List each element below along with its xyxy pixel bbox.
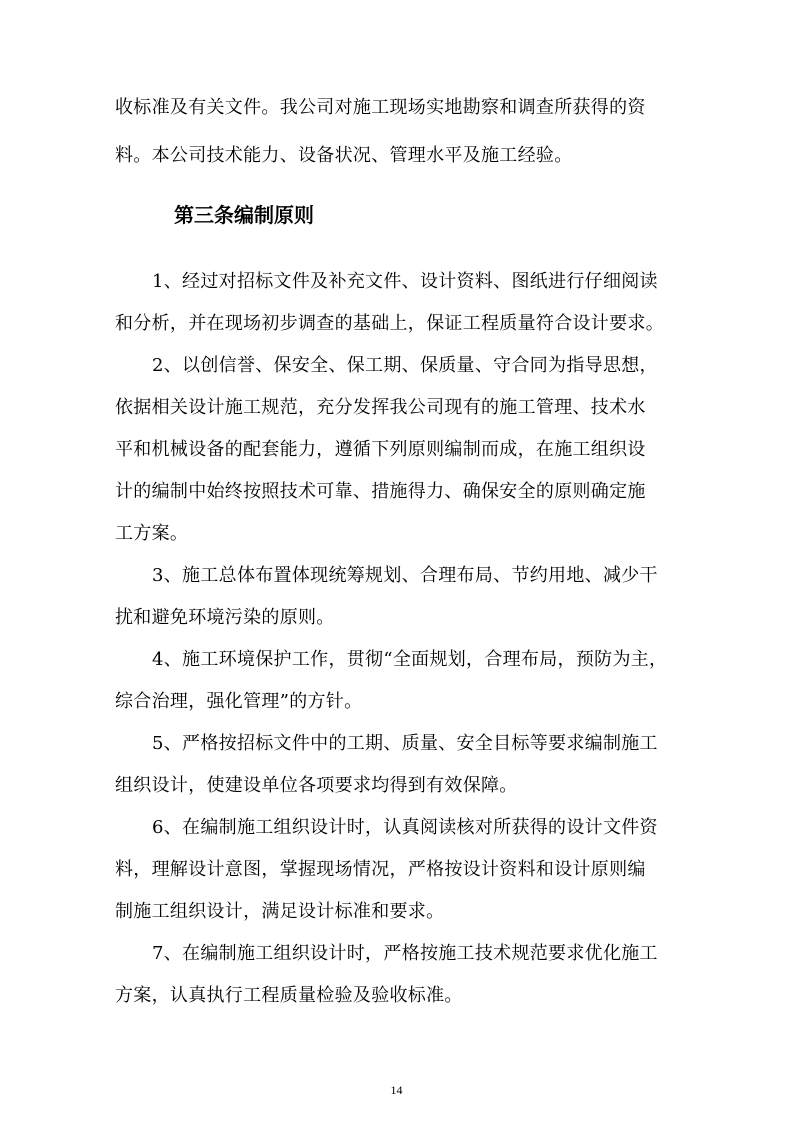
page-number: 14: [390, 1083, 403, 1097]
paragraph-1-line-1: 1、经过对招标文件及补充文件、设计资料、图纸进行仔细阅读: [152, 271, 658, 292]
paragraph-6-line-2: 料，理解设计意图，掌握现场情况，严格按设计资料和设计原则编: [115, 859, 646, 880]
paragraph-6-line-3: 制施工组织设计，满足设计标准和要求。: [115, 901, 445, 922]
paragraph-4-line-2: 综合治理，强化管理”的方针。: [115, 691, 363, 712]
paragraph-1-line-2: 和分析，并在现场初步调查的基础上，保证工程质量符合设计要求。: [115, 313, 664, 334]
paragraph-2-line-4: 计的编制中始终按照技术可靠、措施得力、确保安全的原则确定施: [115, 481, 646, 502]
paragraph-7-line-1: 7、在编制施工组织设计时，严格按施工技术规范要求优化施工: [152, 943, 658, 964]
paragraph-3-line-2: 扰和避免环境污染的原则。: [115, 607, 335, 628]
continuation-line-1: 收标准及有关文件。我公司对施工现场实地勘察和调查所获得的资: [115, 97, 646, 118]
continuation-line-2: 料。本公司技术能力、设备状况、管理水平及施工经验。: [115, 145, 573, 166]
section-heading: 第三条编制原则: [174, 203, 314, 227]
paragraph-5-line-2: 组织设计，使建设单位各项要求均得到有效保障。: [115, 775, 518, 796]
paragraph-2-line-2: 依据相关设计施工规范，充分发挥我公司现有的施工管理、技术水: [115, 397, 646, 418]
paragraph-2-line-3: 平和机械设备的配套能力，遵循下列原则编制而成，在施工组织设: [115, 439, 646, 460]
paragraph-2-line-1: 2、以创信誉、保安全、保工期、保质量、守合同为指导思想，: [152, 355, 658, 376]
paragraph-6-line-1: 6、在编制施工组织设计时，认真阅读核对所获得的设计文件资: [152, 817, 658, 838]
paragraph-5-line-1: 5、严格按招标文件中的工期、质量、安全目标等要求编制施工: [152, 733, 658, 754]
paragraph-7-line-2: 方案，认真执行工程质量检验及验收标准。: [115, 985, 463, 1006]
paragraph-4-line-1: 4、施工环境保护工作，贯彻“全面规划，合理布局，预防为主，: [152, 649, 668, 670]
paragraph-3-line-1: 3、施工总体布置体现统筹规划、合理布局、节约用地、减少干: [152, 565, 658, 586]
paragraph-2-line-5: 工方案。: [115, 523, 189, 544]
